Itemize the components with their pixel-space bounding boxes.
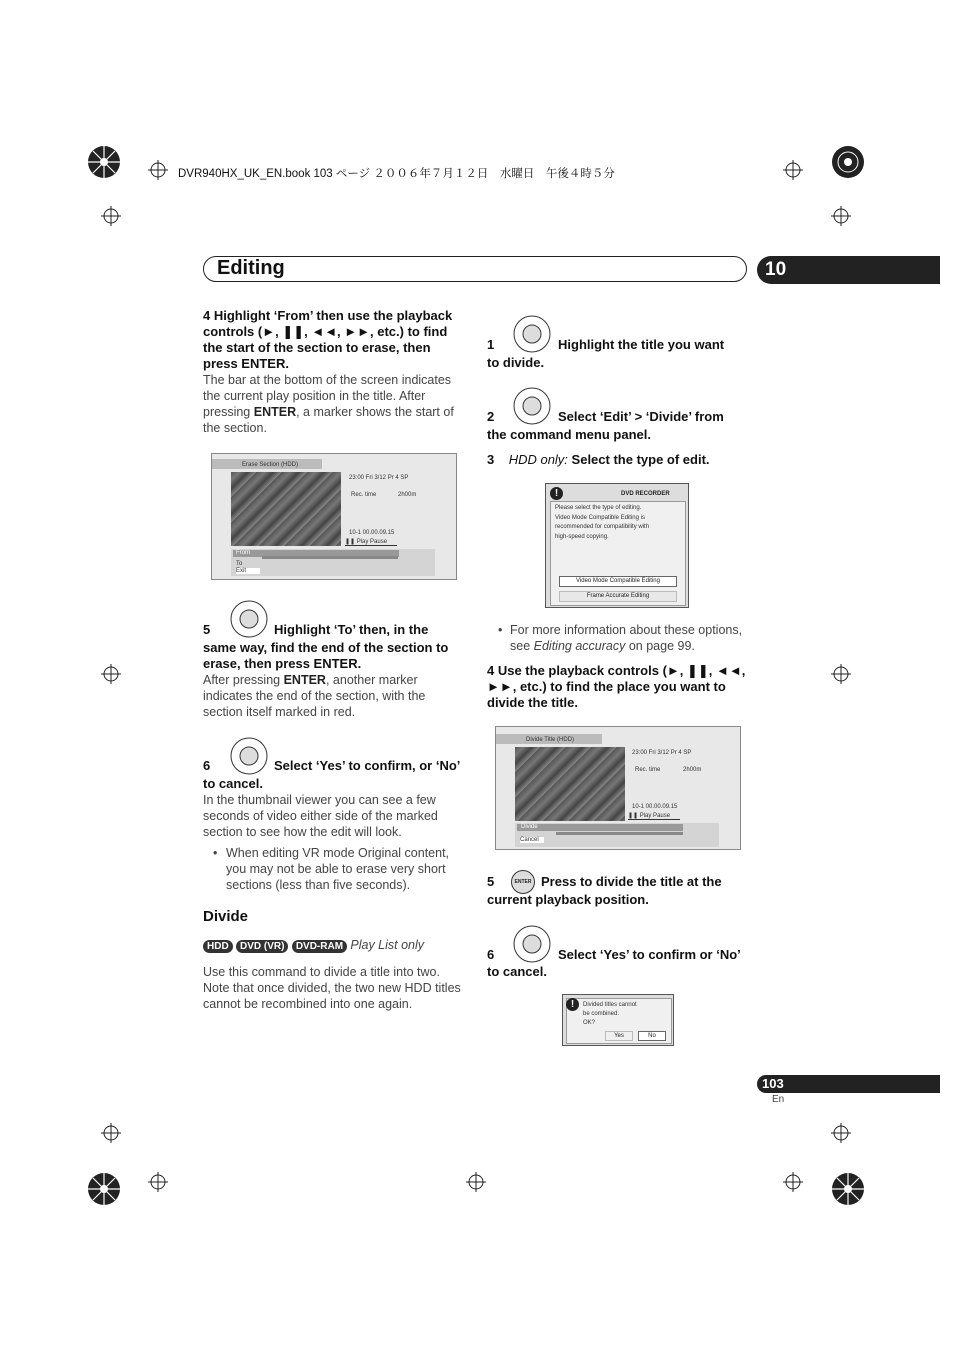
step6-heading: Select ‘Yes’ to confirm, or ‘No’ [274,758,461,773]
chapter-title: Editing [217,257,285,279]
timeline-bar [262,556,398,559]
divide-body: Use this command to divide a title into two. Note that once divided, the two new HDD titles cannot be recombined into one again. [203,965,461,1011]
joystick-icon [513,387,551,430]
crosshair-mark [831,206,851,231]
step4-heading: 4 Highlight ‘From’ then use the playback controls (►, ❚❚, ◄◄, ►►, etc.) to find the start of the section to erase, then press ENTER. [203,308,453,371]
crosshair-mark [783,1172,803,1197]
option-video-mode-compatible[interactable]: Video Mode Compatible Editing [559,576,677,587]
registration-mark-top-left [86,144,122,180]
joystick-icon [230,600,268,643]
no-button[interactable]: No [638,1031,666,1041]
timeline-bar [556,832,683,835]
right-step6-heading: Select ‘Yes’ to confirm or ‘No’ [558,947,741,962]
video-thumbnail [515,747,625,821]
registration-mark-bottom-left [86,1171,122,1207]
page-tab [757,1075,940,1093]
edit-type-dialog: ! DVD RECORDER Please select the type of editing. Video Mode Compatible Editing is recommended for compatibility with high-speed copying. Video Mode Compatible Editing Frame Accurate Editing [545,483,689,608]
menu-item-to: To [236,561,243,567]
crosshair-mark [101,1123,121,1148]
bullet-dot: • [213,846,218,860]
divide-title-screen: Divide Title (HDD) 23:00 Fri 3/12 Pr 4 SP Rec. time 2h00m 10-1 00.00.09.15 ❚❚ Play Pause Divide Cancel [495,726,741,850]
right-step3-heading: 3 HDD only: Select the type of edit. [487,452,710,467]
chapter-number: 10 [765,259,787,280]
joystick-icon [513,925,551,968]
screen-title: Erase Section (HDD) [242,462,299,468]
registration-mark-bottom-right [830,1171,866,1207]
step6-bullet: When editing VR mode Original content, you may not be able to erase very short sections (less than five seconds). [226,846,450,892]
badge-dvd-ram: DVD-RAM [292,940,347,953]
crosshair-mark [101,664,121,689]
option-frame-accurate[interactable]: Frame Accurate Editing [559,591,677,602]
crosshair-mark [148,160,168,185]
menu-item-from: From [236,550,250,556]
enter-button-icon: ENTER [511,870,535,894]
menu-item-cancel: Cancel [520,837,544,843]
disc-badges [203,938,424,952]
right-bullet: For more information about these options, see Editing accuracy on page 99. [510,623,743,653]
joystick-icon [513,315,551,358]
right-step4-heading: 4 Use the playback controls (►, ❚❚, ◄◄, ►►, etc.) to find the place you want to divide the title. [487,663,746,710]
confirm-divide-dialog: ! Divided titles cannot be combined. OK? Yes No [562,994,674,1046]
section-heading-divide: Divide [203,908,249,925]
warning-icon: ! [550,487,563,500]
screen-title: Divide Title (HDD) [526,737,575,743]
right-step1-heading: Highlight the title you want [558,337,725,352]
crosshair-mark [148,1172,168,1197]
right-step5-heading: Press to divide the title at the [541,874,722,889]
right-step2-heading: Select ‘Edit’ > ‘Divide’ from [558,409,724,424]
joystick-icon [230,737,268,780]
badge-dvd-vr: DVD (VR) [236,940,288,953]
warning-icon: ! [566,998,579,1011]
crosshair-mark [101,206,121,231]
step5-heading: Highlight ‘To’ then, in the [274,622,429,637]
page-language: En [772,1094,785,1105]
registration-mark-top-right [830,144,866,180]
bullet-dot: • [498,623,503,637]
crosshair-mark [831,664,851,689]
playlist-only-note: Play List only [350,938,425,952]
badge-hdd: HDD [203,940,233,953]
crosshair-mark [783,160,803,185]
step4-body: The bar at the bottom of the screen indicates the current play position in the title. After pressing ENTER, a marker shows the start of the section. [203,373,454,435]
crosshair-mark [466,1172,486,1197]
yes-button[interactable]: Yes [605,1031,633,1041]
menu-item-exit: Exit [236,568,260,574]
print-header: DVR940HX_UK_EN.book 103 ページ ２００６年７月１２日 水曜日 午後４時５分 [178,168,615,180]
crosshair-mark [831,1123,851,1148]
step6-body: In the thumbnail viewer you can see a few seconds of video either side of the marked section to see how the edit will look. [203,793,438,839]
step5-body: After pressing ENTER, another marker indicates the end of the section, with the section itself marked in red. [203,673,426,719]
video-thumbnail [231,472,341,546]
menu-item-divide: Divide [521,824,538,830]
erase-section-screen: Erase Section (HDD) 23:00 Fri 3/12 Pr 4 SP Rec. time 2h00m 10-1 00.00.09.15 ❚❚ Play Pause From To Exit [211,453,457,580]
page-number: 103 [762,1076,784,1091]
